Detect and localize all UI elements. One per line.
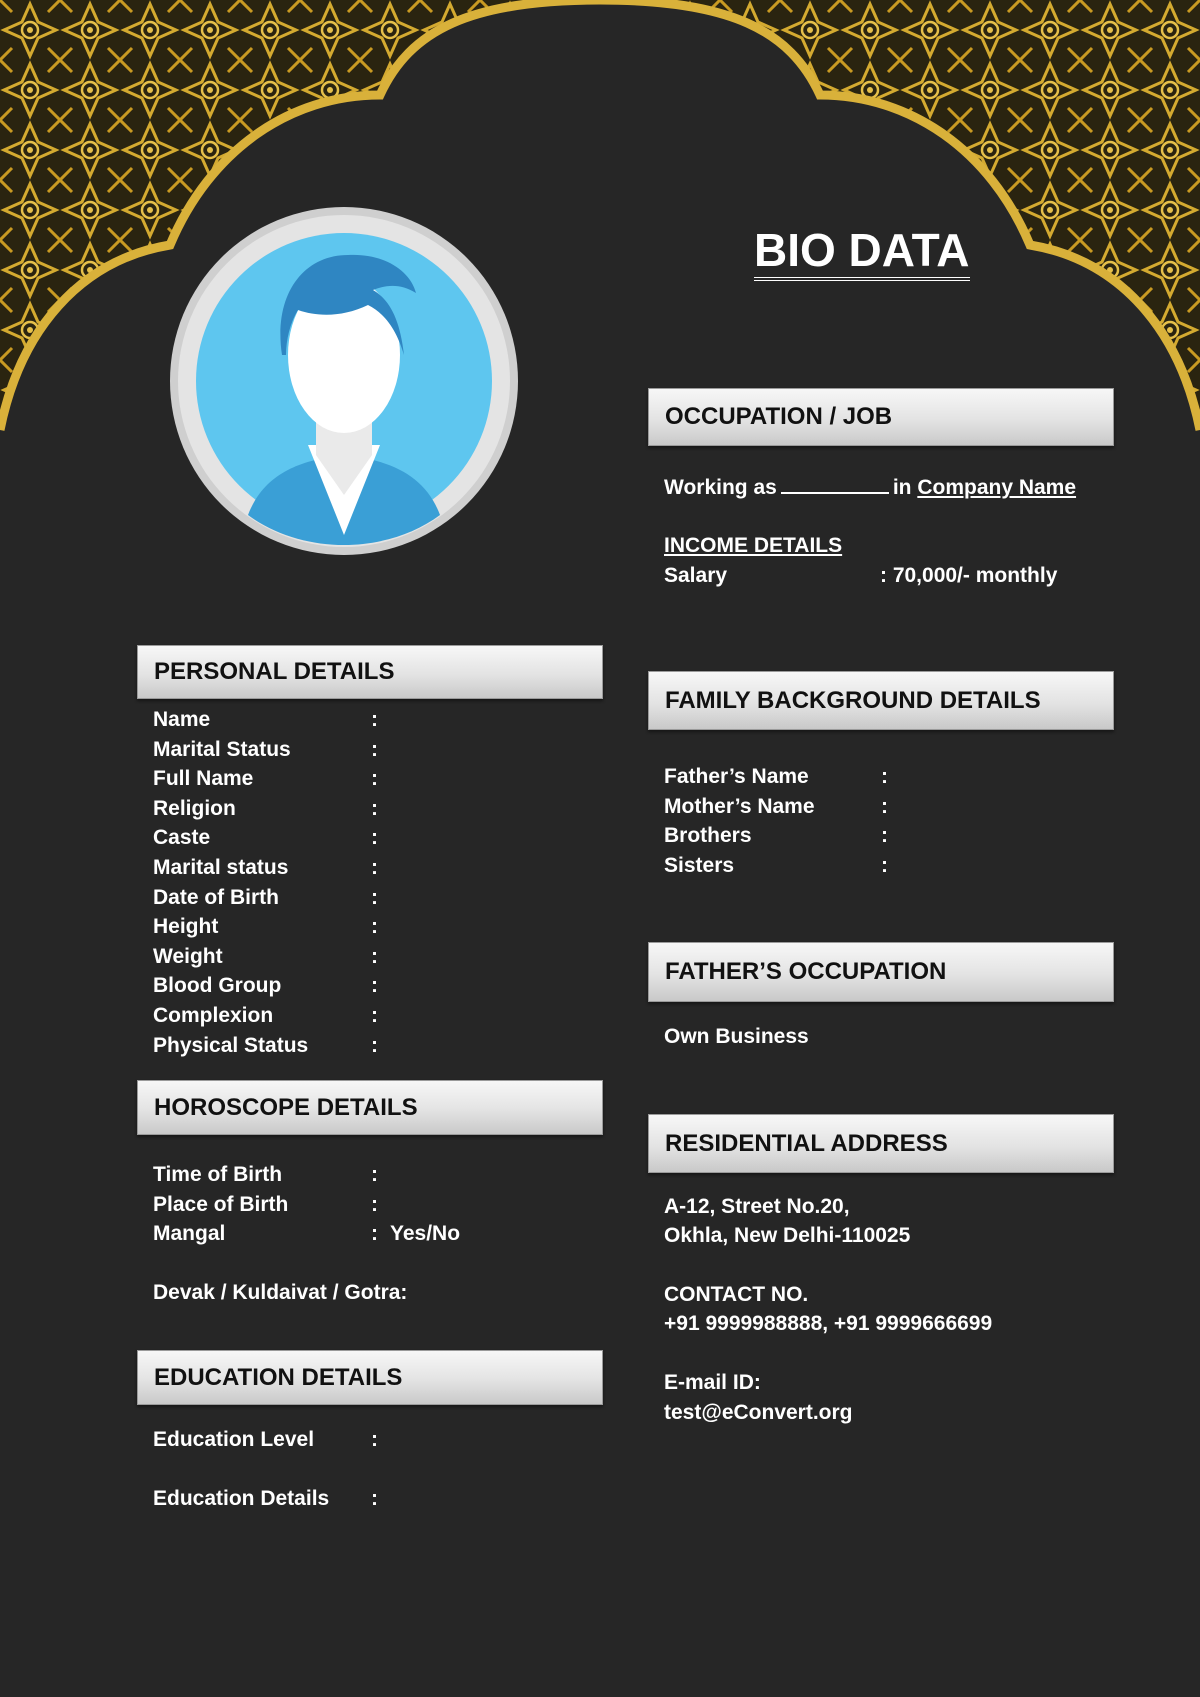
address-line-2: Okhla, New Delhi-110025 [664,1224,911,1247]
family-row-value [881,851,900,880]
salary-value-row [880,561,1057,590]
residential-address-header: RESIDENTIAL ADDRESS [648,1114,1114,1173]
family-row-colon: : [881,765,888,788]
personal-row-value [371,735,390,764]
family-background-header: FAMILY BACKGROUND DETAILS [648,671,1114,730]
salary-row [664,561,727,590]
personal-row-colon: : [371,796,378,820]
personal-row-value [371,794,390,823]
education-details-header: EDUCATION DETAILS [137,1350,603,1405]
personal-row-value [371,853,390,882]
horoscope-row-label: Mangal [153,1222,226,1245]
personal-row-label: Height [153,915,219,939]
education-row-value [371,1425,390,1454]
address-line-1: A-12, Street No.20, [664,1195,850,1218]
family-row-value [881,762,900,791]
email-value[interactable]: test@eConvert.org [664,1401,853,1424]
personal-row-label: Physical Status [153,1033,309,1057]
personal-row-colon: : [371,885,378,909]
personal-row-colon: : [371,767,378,791]
personal-row-colon: : [371,974,378,998]
horoscope-row-label: Place of Birth [153,1192,289,1216]
personal-row-colon: : [371,856,378,879]
horoscope-row-colon: : [371,1192,378,1216]
personal-details-header: PERSONAL DETAILS [137,645,603,699]
contact-label: CONTACT NO. [664,1283,809,1306]
profile-photo[interactable] [168,205,520,557]
salary-colon: : [880,564,893,587]
family-row-colon: : [881,824,888,848]
personal-row-value [371,1001,390,1030]
gotra-label: Devak / Kuldaivat / Gotra: [153,1281,408,1304]
family-row-label: Mother’s Name [664,794,815,818]
email-label: E-mail ID: [664,1371,761,1394]
horoscope-row-colon: : [371,1163,378,1186]
horoscope-row-colon: : [371,1222,378,1245]
occupation-header: OCCUPATION / JOB [648,388,1114,446]
personal-row-value [371,705,390,734]
salary-value: 70,000/- monthly [892,564,1058,587]
personal-row-colon: : [371,826,378,850]
family-row-label: Brothers [664,824,752,848]
personal-row-label: Weight [153,944,223,968]
personal-row-colon: : [371,944,378,968]
family-row-value [881,792,900,821]
horoscope-row-value [371,1219,460,1248]
personal-row-label: Marital Status [153,737,291,761]
horoscope-details-header: HOROSCOPE DETAILS [137,1080,603,1135]
personal-row-label: Full Name [153,767,254,791]
job-title-blank[interactable] [781,472,889,494]
page-title: BIO DATA [754,224,970,281]
family-row-value [881,821,900,850]
personal-row-label: Religion [153,796,236,820]
personal-row-colon: : [371,737,378,761]
working-in-label: in [892,476,912,499]
personal-row-colon: : [371,708,378,731]
income-heading: INCOME DETAILS [664,534,843,557]
personal-row-label: Caste [153,826,211,850]
horoscope-row-value [371,1160,390,1189]
education-row-colon: : [371,1486,378,1510]
personal-row-value [371,912,390,941]
horoscope-row-value [371,1190,390,1219]
personal-row-label: Date of Birth [153,885,279,909]
working-as-label: Working as [664,476,777,499]
salary-label: Salary [664,564,728,587]
company-name: Company Name [917,476,1077,499]
education-row-value [371,1484,390,1513]
personal-row-value [371,883,390,912]
education-row-colon: : [371,1428,378,1451]
education-row-label: Education Details [153,1486,330,1510]
personal-row-label: Name [153,708,211,731]
horoscope-row-value-text: Yes/No [390,1222,461,1245]
family-row-label: Father’s Name [664,765,809,788]
personal-row-value [371,764,390,793]
fathers-occupation-value: Own Business [664,1025,809,1048]
family-row-label: Sisters [664,853,735,877]
family-row-colon: : [881,794,888,818]
personal-row-value [371,823,390,852]
working-as-line [664,472,1076,502]
fathers-occupation-header: FATHER’S OCCUPATION [648,942,1114,1002]
personal-row-value [371,971,390,1000]
horoscope-row-label: Time of Birth [153,1163,283,1186]
personal-row-value [371,942,390,971]
personal-row-label: Blood Group [153,974,282,998]
personal-row-colon: : [371,1004,378,1027]
personal-row-colon: : [371,1033,378,1057]
contact-value: +91 9999988888, +91 9999666699 [664,1312,993,1335]
personal-row-label: Complexion [153,1004,274,1027]
family-row-colon: : [881,853,888,877]
personal-row-colon: : [371,915,378,939]
personal-row-label: Marital status [153,856,289,879]
education-row-label: Education Level [153,1428,315,1451]
personal-row-value [371,1031,390,1060]
